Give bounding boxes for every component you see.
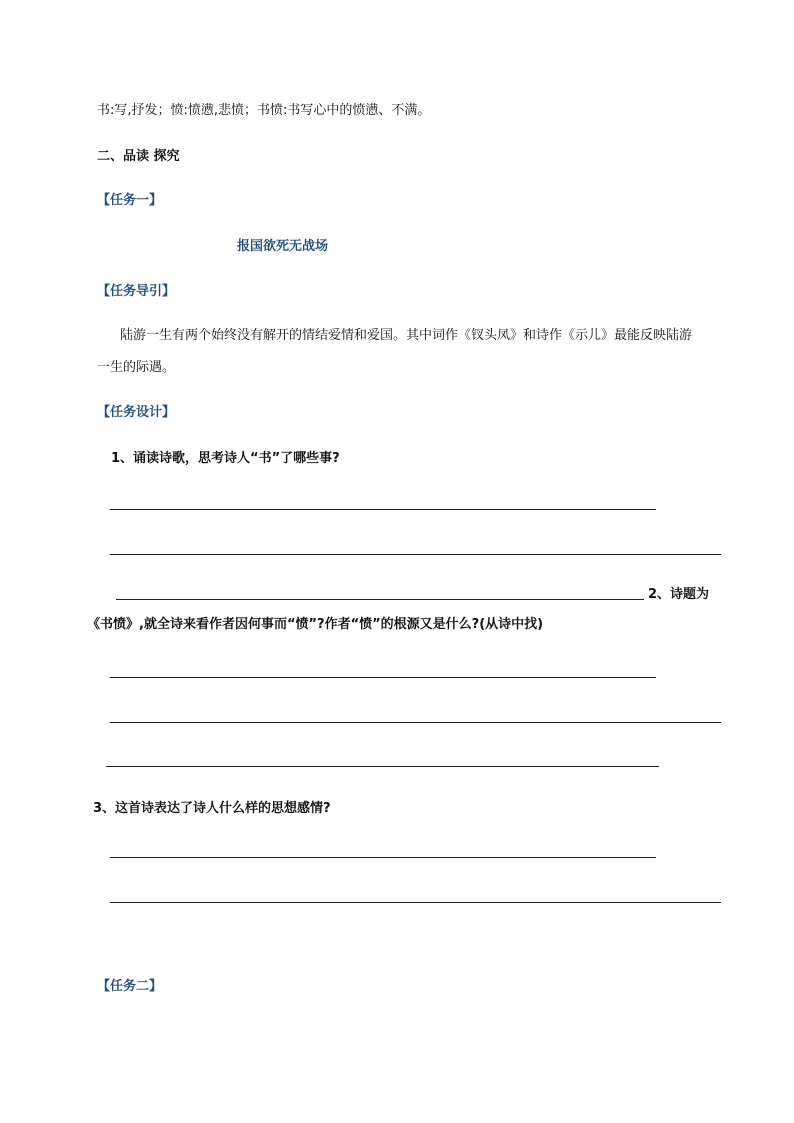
answer-line-q3-1[interactable] <box>110 857 656 858</box>
guide-paragraph-line1: 陆游一生有两个始终没有解开的情结爱情和爱国。其中词作《钗头凤》和诗作《示儿》最能反映陆游 <box>120 328 693 343</box>
question-3: 3、这首诗表达了诗人什么样的思想感情? <box>93 801 331 816</box>
task-guide-label: 【任务导引】 <box>97 284 176 299</box>
answer-line-q3-2[interactable] <box>110 902 721 903</box>
question-2-start: 2、诗题为 <box>648 587 710 602</box>
task1-label: 【任务一】 <box>97 193 163 208</box>
task-design-label: 【任务设计】 <box>97 405 176 420</box>
answer-line-q1-1[interactable] <box>110 509 656 510</box>
answer-line-q2-1[interactable] <box>110 677 656 678</box>
answer-line-q1-3[interactable] <box>116 599 644 600</box>
answer-line-q1-2[interactable] <box>110 554 721 555</box>
question-1: 1、诵读诗歌，思考诗人“书”了哪些事? <box>111 451 340 466</box>
guide-paragraph-line2: 一生的际遇。 <box>97 360 176 375</box>
task2-label: 【任务二】 <box>97 979 163 994</box>
answer-line-q2-3[interactable] <box>106 766 659 767</box>
task1-title: 报国欲死无战场 <box>237 239 329 254</box>
definition-text: 书:写,抒发；愤:愤懑,悲愤；书愤:书写心中的愤懑、不满。 <box>97 103 431 118</box>
section-heading-read-explore: 二、品读 探究 <box>97 149 180 164</box>
answer-line-q2-2[interactable] <box>110 722 721 723</box>
question-2-rest: 《书愤》,就全诗来看作者因何事而“愤”?作者“愤”的根源又是什么?(从诗中找) <box>87 617 544 632</box>
